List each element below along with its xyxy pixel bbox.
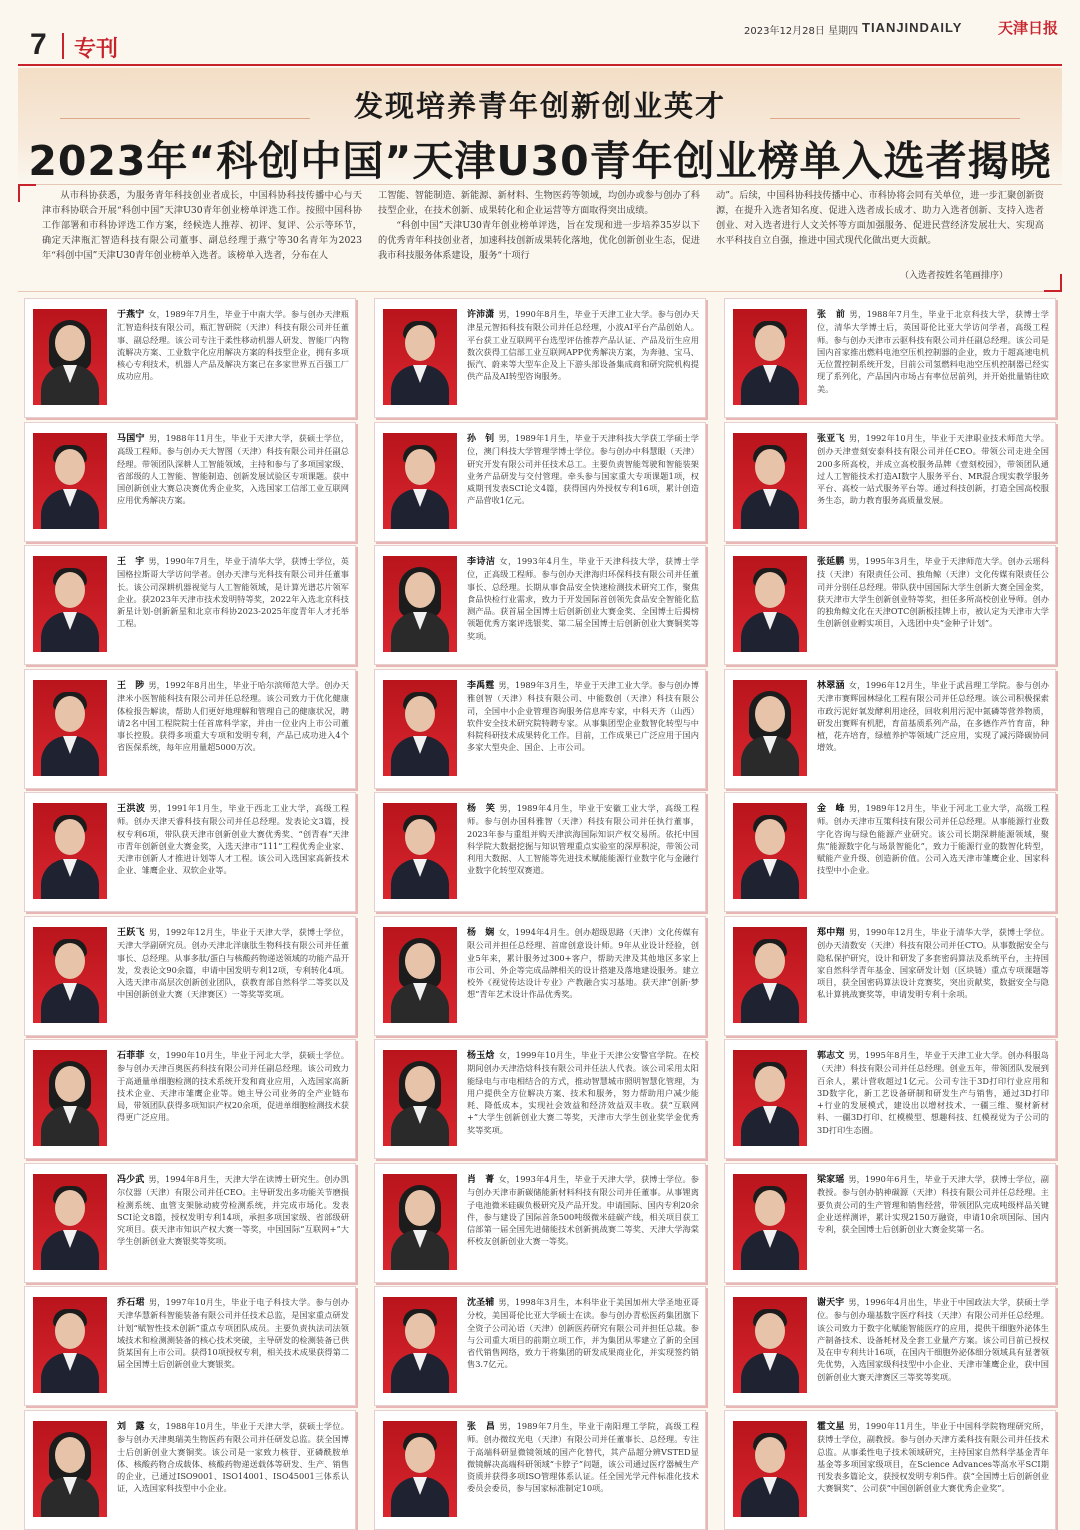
profile-text bbox=[467, 1296, 699, 1371]
portrait-photo bbox=[33, 1421, 107, 1517]
section-name: 专刊 bbox=[74, 37, 119, 62]
profile-text bbox=[817, 802, 1049, 877]
profile-card bbox=[724, 1410, 1056, 1530]
profile-text bbox=[117, 1296, 349, 1371]
profile-text bbox=[467, 679, 699, 754]
profile-bio: 男，1992年8月出生，毕业于哈尔滨师范大学。创办天津米小医智能科技有限公司并任总经理。该公司致力于优化健康体检报告解读，帮助人们更好地理解和管理自己的健康状况，聘请2名中国工程院院士任首席科学家，并由一位业内上市公司董事长控股。获得多项重大专项和发明专利，产品已成功进入4个省医保系统，每年应用量超5000万次。 bbox=[117, 680, 349, 753]
profile-name: 王 宇 bbox=[117, 557, 145, 567]
page-kicker: 发现培养青年创新创业英才 bbox=[353, 89, 726, 123]
profile-name: 郑中翔 bbox=[817, 928, 845, 938]
profile-bio: 男，1991年1月生，毕业于西北工业大学，高级工程师。创办天津天睿科技有限公司并任总经理。发表论文3篇，授权专利6项，带队获天津市创新创业大赛优秀奖、“创青春”天津市青年创新创业大赛金奖，入选天津市“111”工程优秀企业家、天津市创新人才推进计划等人才工程。该公司入选国家高新技术企业、雏鹰企业、双软企业等。 bbox=[117, 803, 349, 876]
profile-card bbox=[24, 422, 356, 542]
profile-bio: 男，1989年1月生，毕业于天津科技大学获工学硕士学位，澳门科技大学管理学博士学位。参与创办中科慧眼（天津）研究开发有限公司并任技术总工。主要负责智能驾驶和智能装架业务产品研发与交付管理。牵头参与国家重大专项课题1项，权威期刊发表SCI论文4篇，获得国内外授权专利16项，累计创造产品营收1亿元。 bbox=[467, 433, 699, 506]
profile-bio: 女，1993年4月生，毕业于天津大学，获博士学位。参与创办天津市新碳储能新材料科技有限公司并任董事。从事锂离子电池微米硅碳负极研究及产品开发。申请国际、国内专利20余件，参与建设了国际首条500吨级微米硅碳产线，相关项目获工信部第一届全国先进储能技术创新挑战赛二等奖、天津大学海棠杯校友创新创业大赛一等奖。 bbox=[467, 1174, 699, 1247]
profile-card bbox=[724, 545, 1056, 665]
profile-text bbox=[817, 1420, 1049, 1495]
profile-text bbox=[467, 802, 699, 877]
profile-bio: 女，1996年12月生，毕业于武昌理工学院。参与创办天津市赛辉园林绿化工程有限公司并任总经理。该公司积极探索市政污泥好氧发酵利用途径，回收利用污泥中氮磷等营养物质，研发出赛辉有机肥，育苗基质系列产品，在多德作芦竹育苗，种植，花卉培育，绿植养护等领域广泛应用，实现了减污降碳协同增效。 bbox=[817, 680, 1049, 753]
portrait-photo bbox=[383, 1297, 457, 1393]
profile-text bbox=[117, 432, 349, 507]
profile-text bbox=[467, 1173, 699, 1248]
profile-card bbox=[374, 1410, 706, 1530]
profile-card bbox=[374, 1163, 706, 1283]
profile-bio: 男，1988年11月生，毕业于天津大学，获硕士学位，高级工程师。参与创办天大智图（天津）科技有限公司并任副总经理。带领团队深耕人工智能领域，主持和参与了多项国家级、省部级的人工智能、智能制造、创新发展试验区专项课题。获中国创新创业大赛总决赛优秀企业奖，入选国家工信部工业互联网应用优秀解决方案。 bbox=[117, 433, 349, 506]
portrait-photo bbox=[383, 556, 457, 652]
profile-card bbox=[374, 422, 706, 542]
intro-paragraph: “科创中国”天津U30青年创业榜单评选，旨在发现和进一步培养35岁以下的优秀青年科技创业者，加速科技创新成果转化落地，优化创新创业生态，促进我市科技服务体系建设，服务“十项行 bbox=[378, 220, 700, 261]
newspaper-name-en: TIANJINDAILY bbox=[862, 20, 963, 35]
profile-bio: 男，1990年7月生，毕业于清华大学，获博士学位，英国格拉斯哥大学访问学者。创办天津与光科技有限公司并任董事长。该公司深耕机器视觉与人工智能领域，是计算光谱芯片领军企业。获2023年天津市技术发明特等奖，2022年入选北京科技新星计划-创新新星和北京市科协2023-2025年度青年人才托举工程。 bbox=[117, 556, 349, 629]
profile-bio: 男，1989年3月生，毕业于天津工业大学。参与创办博雅创智（天津）科技有限公司、中能数创（天津）科技有限公司，全国中小企业管理咨询服务信息库专家，中科天齐（山西）软件安全技术研究院特聘专家。从事集团型企业数智化转型与中科院科研技术成果转化工作。目前，工作成果已广泛应用于国内多家大型央企、国企、上市公司。 bbox=[467, 680, 699, 753]
profile-card bbox=[724, 1286, 1056, 1406]
profile-bio: 男，1994年8月生，天津大学在读博士研究生。创办凯尔仪器（天津）有限公司并任CEO。主导研发出多功能关节磨损检测系统、血管支架脉动疲劳检测系统，并完成市场化。发表SCI论文8篇，授权发明专利14项，承担多项国家级、省部级研究项目。获天津市知识产权大赛一等奖，中国国际“互联网+”大学生创新创业大赛银奖等奖项。 bbox=[117, 1174, 349, 1247]
profile-bio: 男，1995年3月生，毕业于天津师范大学。创办云瑶科技（天津）有限责任公司、独角鲸（天津）文化传媒有限责任公司并分别任总经理。带队获中国国际大学生创新大赛全国金奖，获天津市大学生创新创业特等奖，担任多所高校创业导师。创办的独角鲸文化在天津OTC创新板挂牌上市，被认定为天津市大学生创新创业孵实项目，入选团中央“金种子计划”。 bbox=[817, 556, 1049, 629]
profile-bio: 男，1989年4月生，毕业于安徽工业大学，高级工程师。参与创办国科雅智（天津）科技有限公司并任执行董事，2023年参与重组并购天津滨海国际知识产权交易所。依托中国科学院大数据挖掘与知识管理重点实验室的深厚积淀，带领公司利用大数据、人工智能等先进技术赋能能源行业数字化与金融行业数字化转型双赛道。 bbox=[467, 803, 699, 876]
profile-name: 王 陟 bbox=[117, 681, 145, 691]
portrait-photo bbox=[733, 556, 807, 652]
portrait-photo bbox=[33, 1297, 107, 1393]
profile-text bbox=[467, 308, 699, 383]
profile-card bbox=[24, 916, 356, 1036]
profile-name: 冯少武 bbox=[117, 1175, 145, 1185]
profile-card bbox=[374, 1039, 706, 1159]
profile-text bbox=[117, 1173, 349, 1248]
portrait-photo bbox=[733, 1050, 807, 1146]
profile-name: 张亚飞 bbox=[817, 434, 845, 444]
profile-name: 杨玉焓 bbox=[467, 1051, 495, 1061]
page-headline: 2023年“科创中国”天津U30青年创业榜单入选者揭晓 bbox=[28, 137, 1052, 185]
profile-text bbox=[817, 679, 1049, 754]
profile-bio: 男，1992年12月生，毕业于天津大学，获博士学位，天津大学副研究员。创办天津北洋康肽生物科技有限公司并任董事长、总经理。从事多肽/蛋白与核酸药物递送领域的功能产品开发，发表论文90余篇，申请中国发明专利12项，专利转化4项。入选天津市高层次创新创业团队，获教育部自然科学二等奖以及中国创新创业大赛（天津赛区）一等奖等奖项。 bbox=[117, 927, 350, 1000]
portrait-photo bbox=[733, 680, 807, 776]
profile-card bbox=[724, 422, 1056, 542]
profile-bio: 女，1993年4月生，毕业于天津科技大学，获博士学位，正高级工程师。参与创办天津海归环保科技有限公司并任董事长、总经理。长期从事食品安全快速检测技术研究工作，聚焦食品快检行业需求，致力于开发国际首创领先食品安全智能化监测产品。获首届全国博士后创新创业大赛金奖、全国博士后揭榜领题优秀方案评选银奖、第二届全国博士后创新创业大赛铜奖等奖项。 bbox=[467, 556, 699, 641]
profile-bio: 男，1990年8月生，毕业于天津工业大学。参与创办天津星元智拓科技有限公司并任总经理，小波AI平台产品创始人。平台获工业互联网平台选型评估推荐产品认证、产品及衍生应用数次获得工信部工业互联网APP优秀解决方案，为奔驰、宝马、振汽、蔚来等大型车企及上下游头部设备集成商和研究院机构提供产品及AI转型咨询服务。 bbox=[467, 309, 699, 382]
portrait-photo bbox=[33, 309, 107, 405]
portrait-photo bbox=[733, 1297, 807, 1393]
profile-name: 沈圣辅 bbox=[467, 1298, 495, 1308]
profile-card bbox=[724, 916, 1056, 1036]
profile-card bbox=[724, 1163, 1056, 1283]
profile-card bbox=[24, 1039, 356, 1159]
profile-card bbox=[724, 792, 1056, 912]
profile-text bbox=[817, 1049, 1049, 1136]
profile-bio: 女，1999年10月生，毕业于天津公安警官学院。在校期间创办天津浩焓科技有限公司并任法人代表。该公司采用太阳能绿电与市电相结合的方式，推动智慧城市照明智慧化管理，为用户提供全方位解决方案、技术和服务，努力帮助用户减少能耗、降低成本，实现社会效益和经济效益双丰收。获“互联网+”大学生创新创业大赛二等奖，天津市大学生创业奖学金优秀奖等奖项。 bbox=[467, 1050, 699, 1135]
profile-name: 孙 钊 bbox=[467, 434, 495, 444]
profile-bio: 男，1992年10月生，毕业于天津职业技术师范大学。创办天津壹刻安泰科技有限公司并任CEO。带领公司走进全国200多所高校，并成立高校服务品牌《壹刻校园》，带领团队通过人工智能技术打造AI数字人服务平台、MR混合现实教学服务平台、高校一站式服务平台等。通过科技创新，打造全国高校服务生态，助力教育服务高质量发展。 bbox=[817, 433, 1049, 506]
page-separator bbox=[62, 33, 64, 59]
profile-text bbox=[117, 1049, 349, 1124]
profile-text bbox=[817, 308, 1049, 395]
profile-bio: 男，1998年3月生，本科毕业于美国加州大学圣地亚哥分校，美国哥伦比亚大学硕士在读。参与创办青松医药集团旗下全资子公司沁语（天津）创新医药研究有限公司并担任总裁。参与公司重大项目的前期立项工作，并为集团从零建立了新的全国省代销售网络，致力于将集团的研发成果商业化，并实现签约销售3.7亿元。 bbox=[467, 1297, 699, 1370]
intro-column-2 bbox=[378, 188, 700, 263]
profile-text bbox=[117, 308, 349, 383]
portrait-photo bbox=[383, 1050, 457, 1146]
profile-bio: 男，1989年12月生，毕业于河北工业大学，高级工程师。创办天津市互策科技有限公司并任总经理。从事能源行业数字化咨询与绿色能源产业研究。该公司长期深耕能源领域，聚焦“能源数字化与场景智能化”，致力于能源行业的数智化转型，赋能产业升级、创造新价值。公司入选天津市雏鹰企业、国家科技型中小企业。 bbox=[817, 803, 1049, 876]
profile-card bbox=[24, 669, 356, 789]
profile-text bbox=[117, 802, 349, 877]
profile-name: 霍文星 bbox=[817, 1422, 845, 1432]
profile-card bbox=[374, 792, 706, 912]
profile-text bbox=[467, 432, 699, 507]
intro-column-1 bbox=[42, 188, 362, 263]
profile-bio: 男，1989年7月生，毕业于南阳理工学院，高级工程师。创办微纹光电（天津）有限公司并任董事长、总经理。专注于高端科研显微镜领域的国产化替代，其产品超分辨VSTED显微镜解决高端科研领域“卡脖子”问题，该公司通过医疗器械生产资质并获得多项ISO管理体系认证。任全国光学元件标准化技术委员会委员，参与国家标准制定10项。 bbox=[467, 1421, 699, 1494]
profile-text bbox=[117, 1420, 349, 1495]
profile-card bbox=[24, 545, 356, 665]
portrait-photo bbox=[33, 803, 107, 899]
portrait-photo bbox=[383, 927, 457, 1023]
portrait-photo bbox=[33, 927, 107, 1023]
portrait-photo bbox=[33, 680, 107, 776]
profile-text bbox=[467, 1420, 699, 1495]
profile-name: 肖 菁 bbox=[467, 1175, 495, 1185]
intro-corner-tl bbox=[18, 184, 36, 202]
portrait-photo bbox=[383, 1174, 457, 1270]
portrait-photo bbox=[33, 1174, 107, 1270]
profile-text bbox=[467, 1049, 699, 1136]
portrait-photo bbox=[383, 680, 457, 776]
portrait-photo bbox=[733, 803, 807, 899]
profile-card bbox=[374, 916, 706, 1036]
page-number: 7 bbox=[30, 28, 47, 61]
masthead bbox=[0, 0, 1080, 62]
profile-card bbox=[724, 1039, 1056, 1159]
intro-paragraph: 工智能、智能制造、新能源、新材料、生物医药等领域，均创办或参与创办了科技型企业，在技术创新、成果转化和企业运营等方面取得突出成绩。 bbox=[378, 190, 700, 216]
profile-text bbox=[467, 926, 699, 1001]
issue-date: 2023年12月28日 星期四 bbox=[744, 26, 859, 37]
profile-card bbox=[724, 669, 1056, 789]
profile-text bbox=[817, 926, 1049, 1001]
newspaper-logo: 天津日报 bbox=[998, 19, 1059, 37]
ordering-note: （入选者按姓名笔画排序） bbox=[900, 271, 1009, 281]
profile-card bbox=[24, 1286, 356, 1406]
portrait-photo bbox=[733, 1421, 807, 1517]
profile-card bbox=[374, 298, 706, 418]
profile-name: 李禹霆 bbox=[467, 681, 495, 691]
profile-name: 梁家瑶 bbox=[817, 1175, 845, 1185]
profile-card bbox=[374, 1286, 706, 1406]
portrait-photo bbox=[383, 433, 457, 529]
portrait-photo bbox=[733, 1174, 807, 1270]
profile-name: 谢天宇 bbox=[817, 1298, 845, 1308]
profile-name: 张延鹏 bbox=[817, 557, 845, 567]
profile-name: 林翠涵 bbox=[817, 681, 845, 691]
portrait-photo bbox=[383, 1421, 457, 1517]
profile-name: 乔石珺 bbox=[117, 1298, 145, 1308]
profile-name: 金 峰 bbox=[817, 804, 845, 814]
profile-name: 张 昌 bbox=[467, 1422, 496, 1432]
profile-card bbox=[24, 1410, 356, 1530]
profile-name: 郭志文 bbox=[817, 1051, 845, 1061]
profile-bio: 女，1994年4月生。创办超级思路（天津）文化传媒有限公司并担任总经理、首席创意设计师。9年从业设计经验，创业5年来，累计服务过300+客户，帮助天津及其他地区多家上市公司、外企等完成品牌相关的设计搭建及落地建设服务。建立校外《视觉传达设计专业》产教融合实习基地。获天津“创新·梦想”青年艺术设计作品优秀奖。 bbox=[467, 927, 699, 1000]
profile-name: 杨 娴 bbox=[467, 928, 495, 938]
portrait-photo bbox=[33, 433, 107, 529]
profile-card bbox=[24, 792, 356, 912]
profile-text bbox=[117, 679, 349, 754]
portrait-photo bbox=[383, 309, 457, 405]
profile-card bbox=[724, 298, 1056, 418]
profile-bio: 男，1990年12月生，毕业于清华大学，获博士学位。创办天清数安（天津）科技有限公司并任CTO。从事数据安全与隐私保护研究，设计和研发了多套密码算法及系统平台，主持国家自然科学青年基金、国家研发计划（区块链）重点专项课题等项目，获全国密码算法设计竞赛奖，突出贡献奖，数据安全与隐私计算挑战赛奖等，申请发明专利十余项。 bbox=[817, 927, 1049, 1000]
profile-text bbox=[817, 555, 1049, 630]
profile-text bbox=[817, 1173, 1049, 1235]
profile-bio: 女，1990年10月生，毕业于河北大学，获硕士学位。参与创办天津百奥医药科技有限公司并任副总经理。该公司致力于高通量单细胞检测的技术系统开发和商业应用，入选国家高新技术企业、天津市雏鹰企业等。她主导公司业务的全产业链布局，带领团队获得多项知识产权20余项，促进单细胞检测技术获得更广泛应用。 bbox=[117, 1050, 349, 1123]
profile-text bbox=[467, 555, 699, 642]
profile-text bbox=[117, 926, 349, 1001]
profile-card bbox=[24, 298, 356, 418]
profile-text bbox=[817, 432, 1049, 507]
portrait-photo bbox=[383, 803, 457, 899]
profile-bio: 女，1988年10月生，毕业于天津大学，获硕士学位。参与创办天津奥瑞美生物医药有限公司并任研发总监。获全国博士后创新创业大赛铜奖。该公司是一家致力核苷、亚磷酰胺单体、核酸药物合成载体、核酸药物递送载体等研发、生产、销售的企业，已通过ISO9001、ISO14001、ISO45001三体系认证，入选国家科技型中小企业。 bbox=[117, 1421, 349, 1494]
profile-text bbox=[117, 555, 349, 630]
intro-paragraph: 动”。后续，中国科协科技传播中心、市科协将会同有关单位，进一步汇聚创新资源，在提升入选者知名度、促进入选者成长成才、助力入选者创新、支持入选者创业、对入选者进行人文关怀等方面加强服务、促进民营经济发展壮大、实现高水平科技自立自强，推进中国式现代化做出更大贡献。 bbox=[716, 190, 1044, 246]
portrait-photo bbox=[733, 309, 807, 405]
profile-name: 杨 笑 bbox=[467, 804, 496, 814]
profile-name: 刘 露 bbox=[117, 1422, 145, 1432]
profile-bio: 女，1989年7月生，毕业于中南大学。参与创办天津瓶汇智造科技有限公司，瓶汇智研院（天津）科技有限公司并任董事、副总经理。该公司专注于柔性移动机器人研发、智能厂内物流解决方案、工业数字化应用解决方案的科技型企业，拥有多项核心专利技术，机器人产品及解决方案已在多家世界五百强工厂成功应用。 bbox=[117, 309, 349, 382]
profile-name: 张 前 bbox=[817, 310, 846, 320]
portrait-photo bbox=[33, 556, 107, 652]
profile-card bbox=[374, 545, 706, 665]
profile-name: 许沛潇 bbox=[467, 310, 495, 320]
profile-bio: 男，1990年6月生，毕业于天津大学，获博士学位，副教授。参与创办钠神碳源（天津）科技有限公司并任总经理。主要负责公司的生产管理和销售经营，带领团队完成吨级样品关键企业送样测评，累计实现2150万融资，申请10余项国际、国内专利，获全国博士后创新创业大赛金奖第一名。 bbox=[817, 1174, 1049, 1235]
header-rule bbox=[18, 64, 1062, 66]
profile-name: 王洪波 bbox=[117, 804, 146, 814]
intro-column-3 bbox=[716, 188, 1044, 248]
portrait-photo bbox=[733, 433, 807, 529]
profile-card bbox=[374, 669, 706, 789]
intro-corner-br bbox=[1044, 274, 1062, 292]
portrait-photo bbox=[733, 927, 807, 1023]
profile-bio: 男，1995年8月生，毕业于天津工业大学。创办科服岛（天津）科技有限公司并任总经理。创业五年，带领团队发展到百余人，累计营收超过1亿元。公司专注于3D打印行业应用和3D数字化，新工艺设备研制和研发生产与销售，通过3D打印+行业的发展模式，建设出以增材技术、一疆三维、聚材新材料、一疆3D打印、红模模型、想趣科技、红模视觉为子公司的3D打印生态圈。 bbox=[817, 1050, 1049, 1135]
profile-text bbox=[817, 1296, 1049, 1383]
profile-bio: 男，1996年4月出生，毕业于中国政法大学，获硕士学位。参与创办瑞基数字医疗科技（天津）有限公司并任总经理。该公司致力于数字化赋能智能医疗的应用，提供干细胞外泌体生产制备技术、设备耗材及全套工业量产方案。该公司目前已授权及在申专利共计16项，在国内干细胞外泌体细分领域具有显著领先优势，入选国家级科技型中小企业、天津市雏鹰企业，获中国创新创业大赛天津赛区三等奖等奖项。 bbox=[817, 1297, 1049, 1382]
profile-bio: 男，1990年11月生，毕业于中国科学院物理研究所，获博士学位，副教授。参与创办天津方柔科技有限公司并任技术总监。从事柔性电子技术领域研究，主持国家自然科学基金青年基金等多项国家级项目，在Science Advances等高水平SCI期刊发表多篇论文，获授权发明专利5件。获“全国博士后创新创业大赛铜奖”、公司获“中国创新创业大赛优秀企业奖”。 bbox=[817, 1421, 1049, 1494]
portrait-photo bbox=[33, 1050, 107, 1146]
profile-name: 石菲菲 bbox=[117, 1051, 145, 1061]
profile-name: 王跃飞 bbox=[117, 928, 145, 938]
profile-card bbox=[24, 1163, 356, 1283]
profile-name: 于燕宁 bbox=[117, 310, 145, 320]
profile-bio: 男，1997年10月生，毕业于电子科技大学。参与创办天津华慧新科智能装备有限公司并任技术总监，是国家重点研发计划“赋智性技术创新”重点专项团队成员。主要负责执法司法领域技术和检测测装备的核心技术突破，主导研发的检测装备已供货某国有上市公司。获得10项授权专利，相关技术成果获得第二届全国博士后创新创业大赛银奖。 bbox=[117, 1297, 349, 1370]
profile-name: 李诗洁 bbox=[467, 557, 496, 567]
intro-paragraph: 从市科协获悉，为服务青年科技创业者成长，中国科协科技传播中心与天津市科协联合开展“科创中国”天津U30青年创业榜单评选工作。按照中国科协工作部署和市科协评选工作方案，经候选人推荐、初评、复评、公示等环节，确定天津瓶汇智造科技有限公司董事、副总经理于燕宁等30名青年为2023年“科创中国”天津U30青年创业榜单入选者。该榜单入选者，分布在人 bbox=[42, 190, 362, 261]
profile-bio: 男，1988年7月生，毕业于北京科技大学，获博士学位，清华大学博士后，英国哥伦比亚大学访问学者，高级工程师。参与创办天津市云驱科技有限公司并任副总经理。该公司是国内首家推出燃料电池空压机控制器的企业，致力于超高速电机无位置控制系统开发，目前公司氢燃料电池空压机控制器已经实现了系列化，产品国内市场占有率位居前列，并开始批量销往欧美。 bbox=[817, 309, 1049, 394]
profile-name: 马国宁 bbox=[117, 434, 145, 444]
